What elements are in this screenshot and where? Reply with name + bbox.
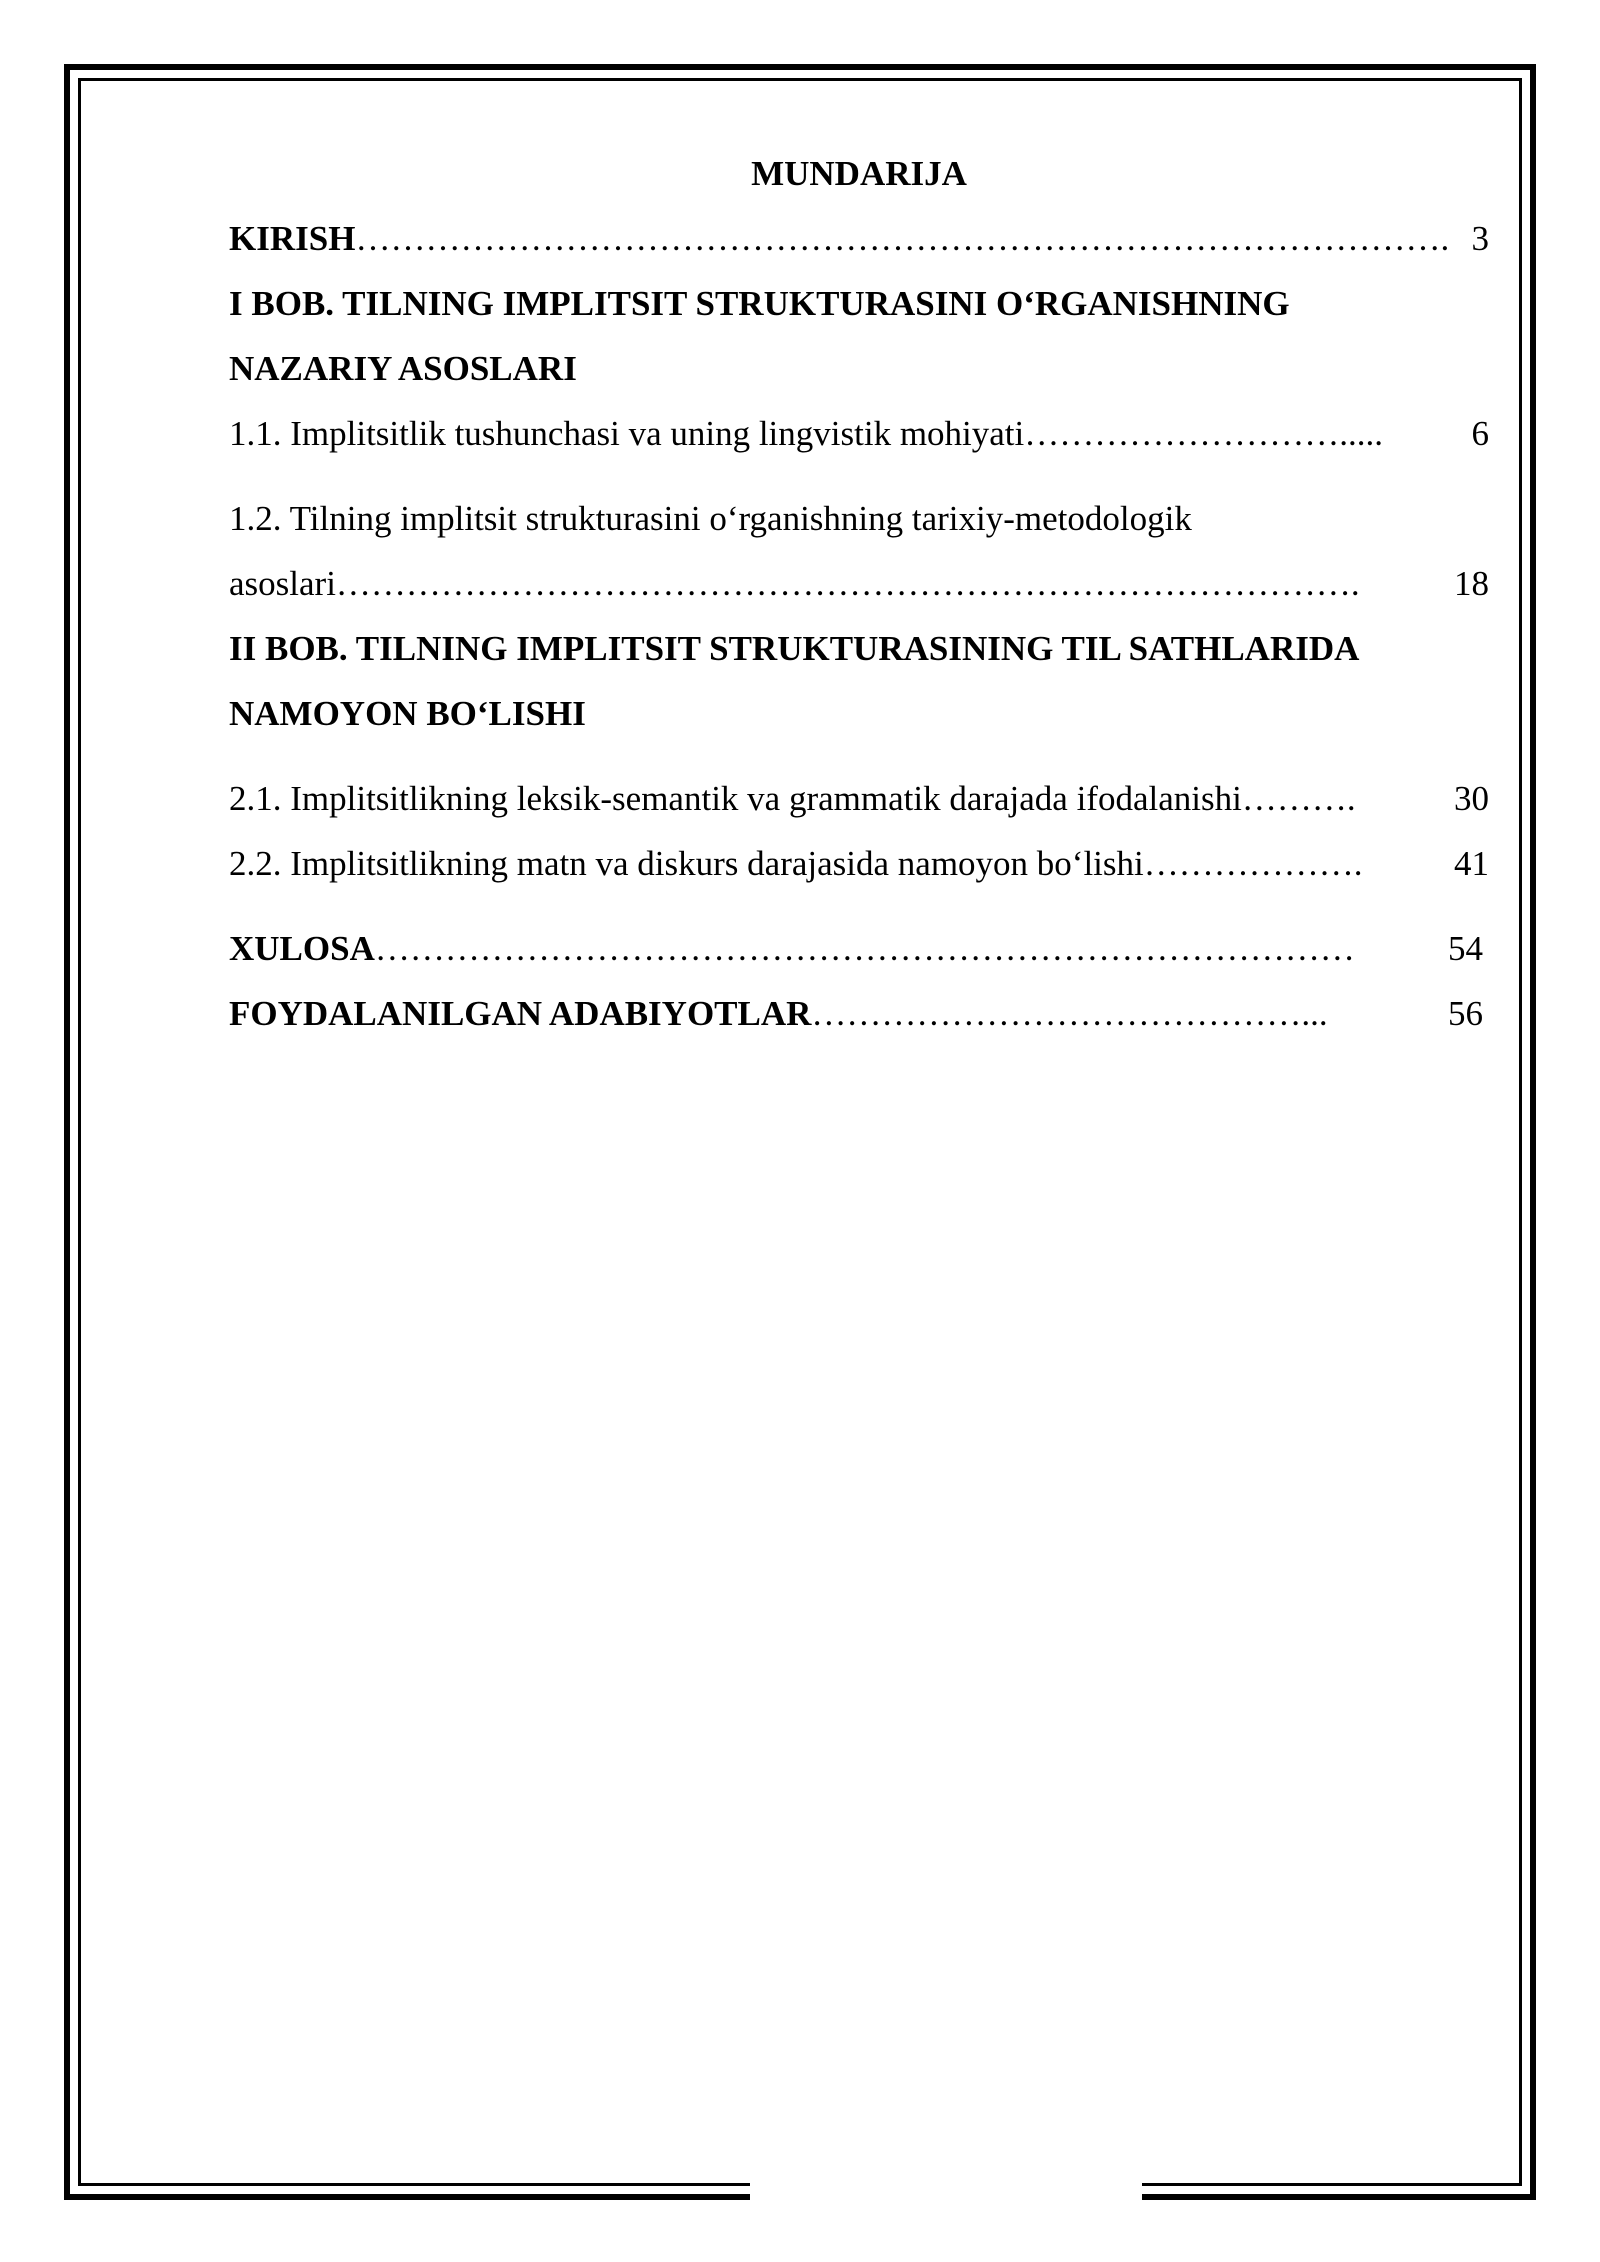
- toc-page-number: 3: [1471, 219, 1489, 258]
- page-border-inner: [78, 78, 1522, 2186]
- toc-entry-2-2[interactable]: [229, 841, 1489, 887]
- toc-page-number: 41: [1454, 844, 1489, 883]
- toc-title-text: MUNDARIJA: [751, 154, 967, 193]
- border-gap: [750, 2180, 1142, 2210]
- toc-entry-2-1[interactable]: [229, 776, 1489, 822]
- toc-entry-label: 1.1. Implitsitlik tushunchasi va uning lingvistik mohiyati: [229, 414, 1025, 453]
- toc-chapter-2-heading-cont: NAMOYON BO‘LISHI: [229, 694, 586, 733]
- toc-entry-label: 2.1. Implitsitlikning leksik-semantik va grammatik darajada ifodalanishi: [229, 779, 1242, 818]
- toc-page-number: 30: [1454, 779, 1489, 818]
- toc-leader-dots: ……….: [1241, 779, 1356, 818]
- toc-entry-kirish[interactable]: [229, 216, 1489, 262]
- toc-page-number: 56: [1448, 994, 1483, 1033]
- toc-chapter-1-heading[interactable]: I BOB. TILNING IMPLITSIT STRUKTURASINI O‘RGANISHNING: [229, 284, 1290, 323]
- toc-entry-1-1[interactable]: [229, 411, 1489, 457]
- toc-chapter-2-heading[interactable]: II BOB. TILNING IMPLITSIT STRUKTURASINING TIL SATHLARIDA: [229, 629, 1360, 668]
- toc-leader-dots: …………………………………………………………………………….: [335, 564, 1360, 603]
- toc-leader-dots: ……………………….....: [1024, 414, 1384, 453]
- toc-entry-1-2-line1[interactable]: 1.2. Tilning implitsit strukturasini o‘rganishning tarixiy-metodologik: [229, 499, 1192, 538]
- toc-entry-label: FOYDALANILGAN ADABIYOTLAR: [229, 994, 812, 1033]
- toc-entry-xulosa[interactable]: [229, 926, 1483, 972]
- toc-entry-label: XULOSA: [229, 929, 375, 968]
- toc-leader-dots: ……………….: [1143, 844, 1363, 883]
- toc-leader-dots: …………………………………………………………………………: [374, 929, 1355, 968]
- toc-entry-label: asoslari: [229, 564, 336, 603]
- toc-chapter-1-heading-cont: NAZARIY ASOSLARI: [229, 349, 577, 388]
- toc-entry-label: KIRISH: [229, 219, 356, 258]
- toc-title: [229, 154, 1489, 194]
- toc-leader-dots: ………………………………………………………………………………….: [355, 219, 1450, 258]
- toc-page-number: 18: [1454, 564, 1489, 603]
- toc-entry-label: 2.2. Implitsitlikning matn va diskurs darajasida namoyon bo‘lishi: [229, 844, 1144, 883]
- toc-page-number: 6: [1471, 414, 1489, 453]
- toc-leader-dots: ……………………………………...: [811, 994, 1328, 1033]
- toc-page-number: 54: [1448, 929, 1483, 968]
- toc-entry-1-2[interactable]: [229, 561, 1489, 607]
- toc-entry-adabiyotlar[interactable]: [229, 991, 1483, 1037]
